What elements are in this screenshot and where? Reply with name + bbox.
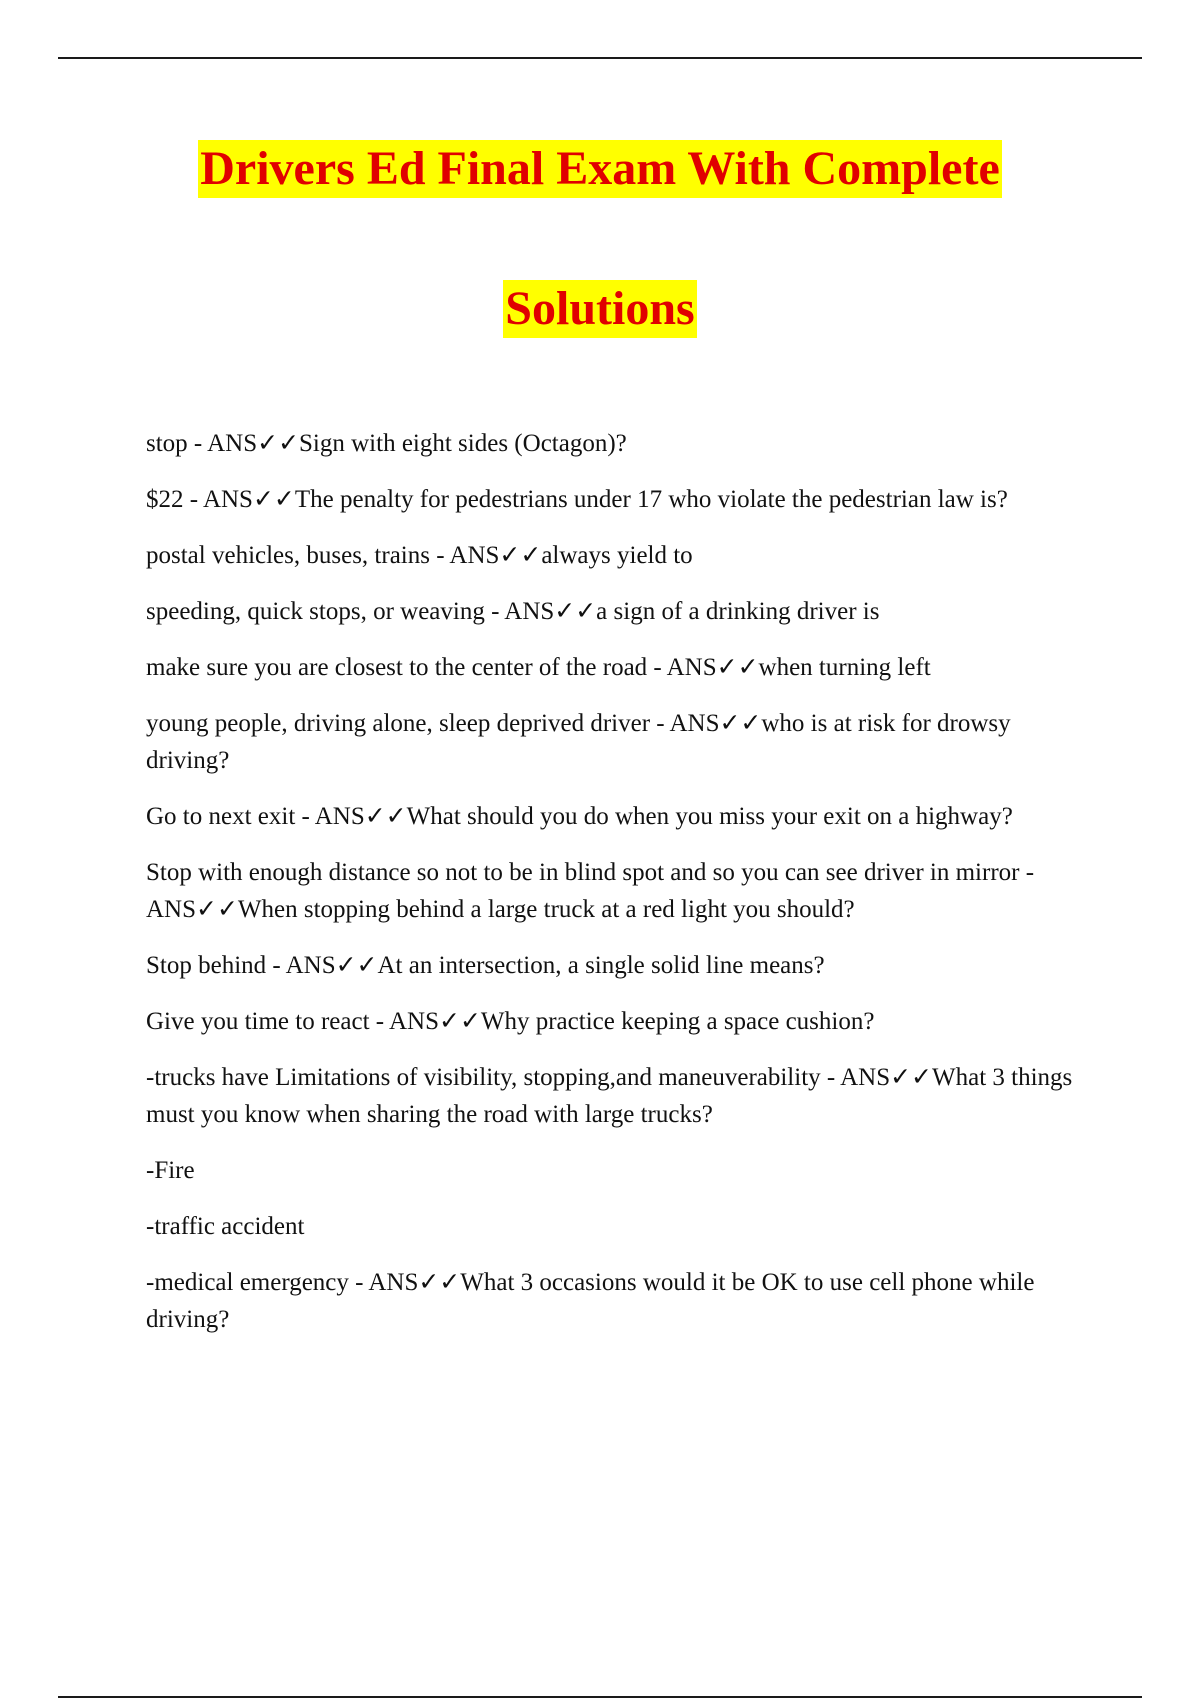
document-title bbox=[0, 140, 1200, 340]
bottom-rule bbox=[58, 1696, 1142, 1698]
qa-item: Give you time to react - ANS✓✓Why practice keeping a space cushion? bbox=[146, 1008, 875, 1035]
qa-item: make sure you are closest to the center of the road - ANS✓✓when turning left bbox=[146, 654, 931, 681]
title-text-1: Drivers Ed Final Exam With Complete bbox=[198, 140, 1002, 198]
title-text-2: Solutions bbox=[503, 280, 696, 338]
qa-item: postal vehicles, buses, trains - ANS✓✓always yield to bbox=[146, 542, 693, 569]
qa-list bbox=[146, 425, 1086, 1357]
qa-item: $22 - ANS✓✓The penalty for pedestrians under 17 who violate the pedestrian law is? bbox=[146, 486, 1008, 513]
qa-item: young people, driving alone, sleep deprived driver - ANS✓✓who is at risk for drowsy driving? bbox=[146, 710, 1011, 774]
qa-item: -Fire bbox=[146, 1157, 195, 1184]
title-line-2 bbox=[0, 280, 1200, 340]
qa-item: -trucks have Limitations of visibility, stopping,and maneuverability - ANS✓✓What 3 things must you know when sharing the road with large trucks? bbox=[146, 1064, 1073, 1128]
qa-item: stop - ANS✓✓Sign with eight sides (Octagon)? bbox=[146, 430, 627, 457]
qa-item: -medical emergency - ANS✓✓What 3 occasions would it be OK to use cell phone while driving? bbox=[146, 1269, 1035, 1333]
qa-item: -traffic accident bbox=[146, 1213, 305, 1240]
qa-item: speeding, quick stops, or weaving - ANS✓✓a sign of a drinking driver is bbox=[146, 598, 880, 625]
top-rule bbox=[58, 57, 1142, 59]
qa-item: Stop with enough distance so not to be in blind spot and so you can see driver in mirror - ANS✓✓When stopping behind a large truck at a red light you should? bbox=[146, 859, 1035, 923]
title-line-1 bbox=[0, 140, 1200, 200]
qa-item: Go to next exit - ANS✓✓What should you do when you miss your exit on a highway? bbox=[146, 803, 1013, 830]
qa-item: Stop behind - ANS✓✓At an intersection, a single solid line means? bbox=[146, 952, 825, 979]
